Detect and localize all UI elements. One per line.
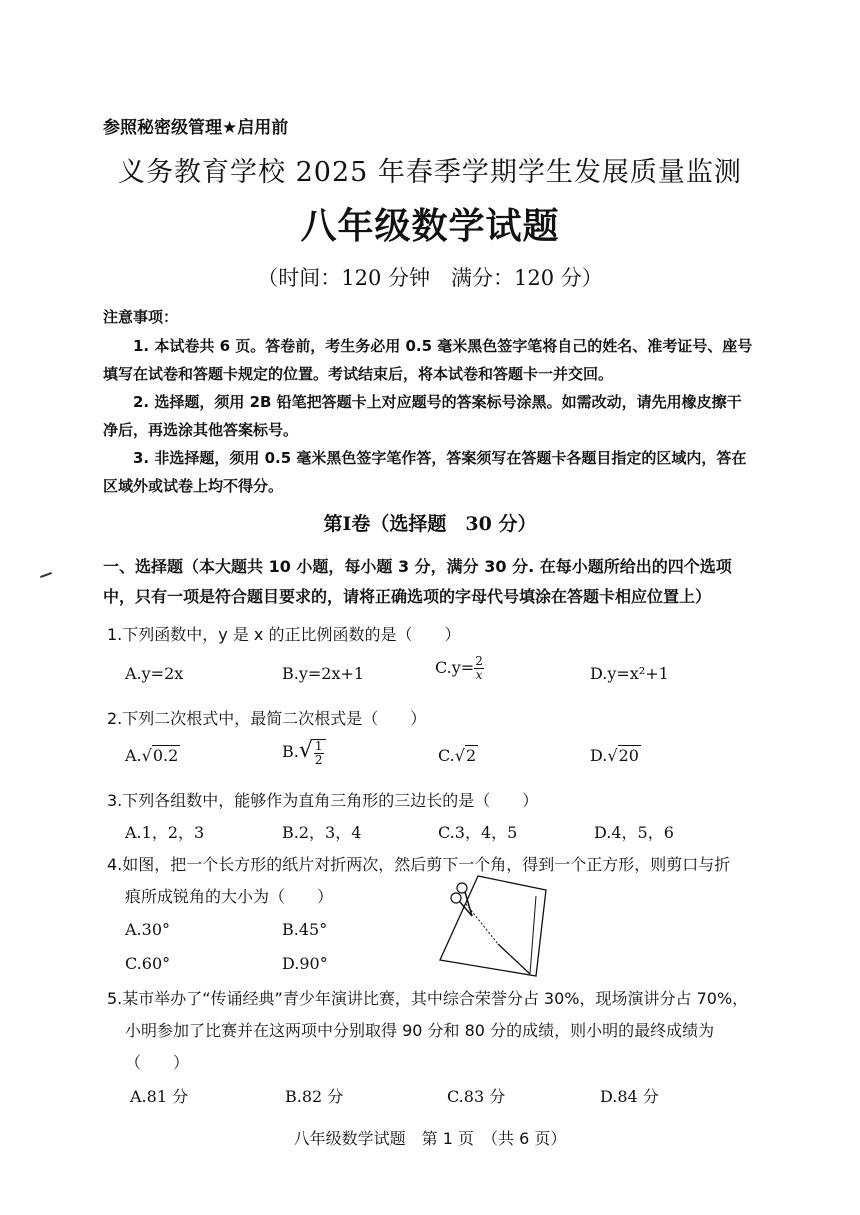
question-3-option-c: C.3，4，5 <box>438 823 518 842</box>
question-3-option-b: B.2，3，4 <box>282 823 362 842</box>
stray-mark <box>40 572 52 578</box>
question-1-option-a: A.y=2x <box>125 664 184 683</box>
question-1-option-c <box>435 655 484 682</box>
question-5-option-b: B.82 分 <box>285 1087 344 1106</box>
radical-sign: √ <box>607 746 618 765</box>
confidentiality-label: 参照秘密级管理★启用前 <box>103 118 289 138</box>
question-2-option-a <box>125 746 180 765</box>
question-5-option-d: D.84 分 <box>600 1087 659 1106</box>
radical-sign: √ <box>298 738 313 763</box>
question-5-stem-line3: （ ） <box>125 1053 190 1072</box>
fraction <box>313 739 326 767</box>
question-2-option-b <box>282 738 326 767</box>
folded-paper-figure <box>438 868 550 982</box>
question-1-option-d: D.y=x²+1 <box>590 664 669 683</box>
question-1-option-b: B.y=2x+1 <box>282 664 365 683</box>
radicand: 20 <box>618 746 639 765</box>
radicand: 0.2 <box>152 746 179 765</box>
question-3-option-a: A.1，2，3 <box>125 823 205 842</box>
note-item-1: 1. 本试卷共 6 页。答卷前，考生务必用 0.5 毫米黑色签字笔将自己的姓名、准考证号、座号填写在试卷和答题卡规定的位置。考试结束后，将本试卷和答题卡一并交回。 <box>103 337 753 383</box>
page-title: 八年级数学试题 <box>300 205 560 247</box>
question-1-stem: 1.下列函数中，y 是 x 的正比例函数的是（ ） <box>107 625 461 644</box>
question-4-stem-line1: 4.如图，把一个长方形的纸片对折两次，然后剪下一个角，得到一个正方形，则剪口与折 <box>107 855 731 874</box>
option-c-prefix: C.y= <box>435 658 475 677</box>
question-5-option-c: C.83 分 <box>447 1087 506 1106</box>
question-4-option-d: D.90° <box>282 954 328 973</box>
note-item-2: 2. 选择题，须用 2B 铅笔把答题卡上对应题号的答案标号涂黑。如需改动，请先用橡皮擦干净后，再选涂其他答案标号。 <box>103 393 742 439</box>
question-4-option-c: C.60° <box>125 954 171 973</box>
question-2-option-c <box>438 746 478 765</box>
section-title: 第Ⅰ卷（选择题 30 分） <box>323 513 537 535</box>
question-3-stem: 3.下列各组数中，能够作为直角三角形的三边长的是（ ） <box>107 791 539 810</box>
radicand: 2 <box>465 746 477 765</box>
radical-sign: √ <box>141 746 152 765</box>
question-4-stem-line2: 痕所成锐角的大小为（ ） <box>125 887 334 906</box>
question-4-option-a: A.30° <box>125 920 170 939</box>
question-5-stem-line2: 小明参加了比赛并在这两项中分别取得 90 分和 80 分的成绩，则小明的最终成绩为 <box>125 1021 715 1040</box>
notes-heading: 注意事项： <box>103 308 179 326</box>
time-info: （时间：120 分钟 满分：120 分） <box>257 266 603 290</box>
option-label: B. <box>282 742 299 761</box>
question-3-option-d: D.4，5，6 <box>594 823 674 842</box>
question-2-option-d <box>590 746 641 765</box>
note-item-3: 3. 非选择题，须用 0.5 毫米黑色签字笔作答，答案须写在答题卡各题目指定的区域内，答在区域外或试卷上均不得分。 <box>103 449 747 495</box>
question-4-option-b: B.45° <box>282 920 328 939</box>
folded-paper-scissors-icon <box>438 868 550 978</box>
option-label: D. <box>590 746 608 765</box>
fraction-numerator: 2 <box>475 654 483 668</box>
question-5-stem-line1: 5.某市举办了“传诵经典”青少年演讲比赛，其中综合荣誉分占 30%，现场演讲分占 70%， <box>107 989 749 1008</box>
section-instruction: 一、选择题（本大题共 10 小题，每小题 3 分，满分 30 分. 在每小题所给出的四个选项中，只有一项是符合题目要求的，请将正确选项的字母代号填涂在答题卡相应位置上） <box>103 557 732 606</box>
question-5-option-a: A.81 分 <box>130 1087 189 1106</box>
fraction <box>474 655 484 682</box>
page-footer: 八年级数学试题 第 1 页 （共 6 页） <box>293 1129 567 1148</box>
fraction-denominator: 2 <box>314 752 323 767</box>
question-2-stem: 2.下列二次根式中，最简二次根式是（ ） <box>107 709 427 728</box>
option-label: A. <box>125 746 142 765</box>
fraction-numerator: 1 <box>314 738 323 753</box>
exam-series-title: 义务教育学校 2025 年春季学期学生发展质量监测 <box>118 157 742 188</box>
fraction-denominator: x <box>475 668 483 682</box>
option-label: C. <box>438 746 455 765</box>
radical-sign: √ <box>454 746 465 765</box>
